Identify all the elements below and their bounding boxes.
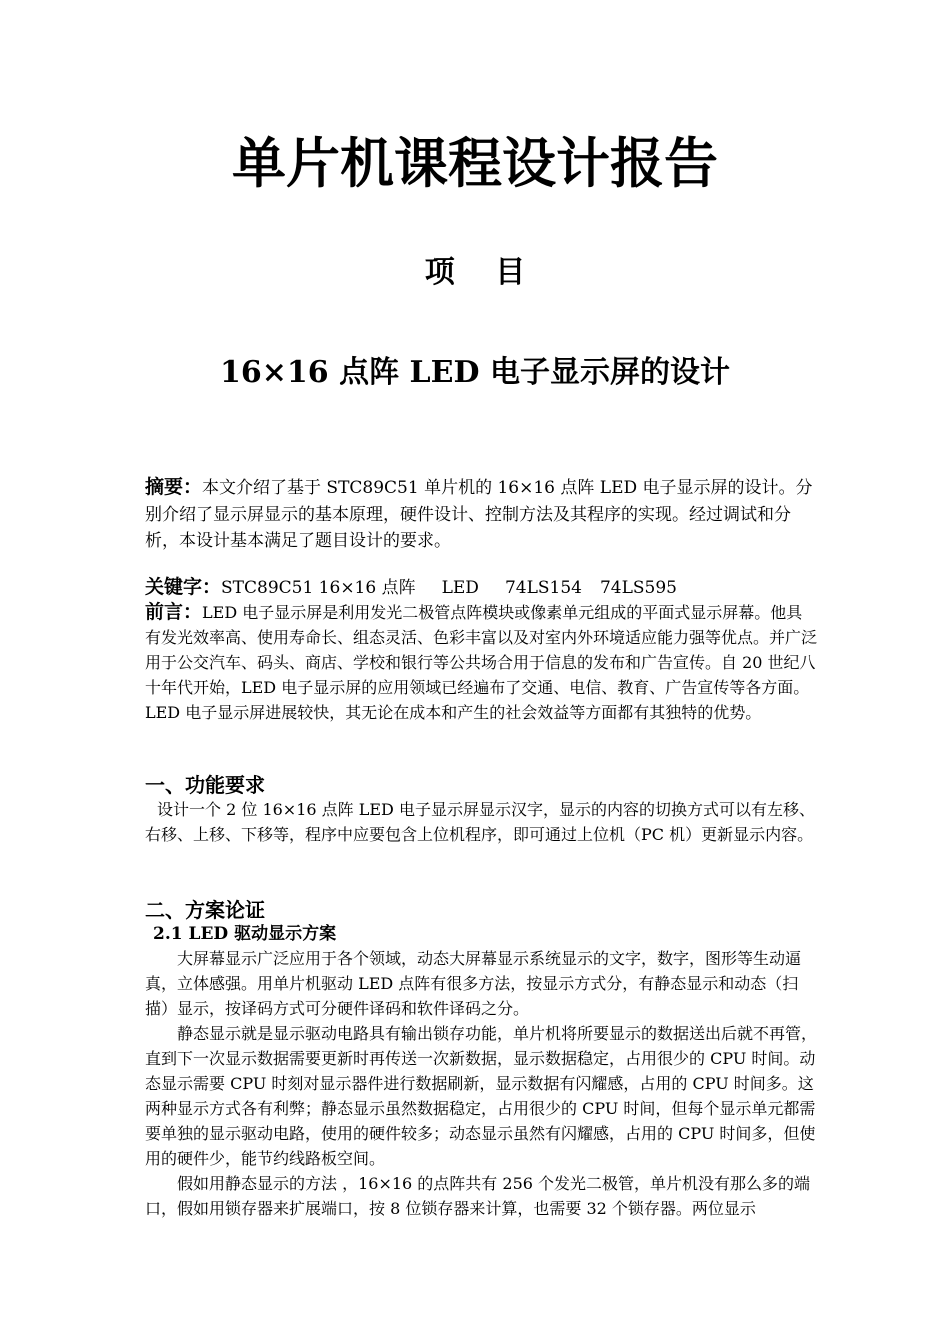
body-paragraph: 静态显示就是显示驱动电路具有输出锁存功能，单片机将所要显示的数据送出后就不再管，直到下一次显示数据需要更新时再传送一次新数据，显示数据稳定，占用很少的 CPU 时间。动态显示需要 CPU 时刻对显示器件进行数据刷新，显示数据有闪耀感，占用的 CPU 时间多。这两种显示方式各有利弊；静态显示虽然数据稳定，占用很少的 CPU 时间，但每个显示单元都需要单独的显示驱动电路，使用的硬件较多；动态显示虽然有闪耀感，占用的 CPU 时间多，但使用的硬件少，能节约线路板空间。 bbox=[145, 1024, 818, 1168]
section-heading-requirements: 一、功能要求 bbox=[145, 773, 265, 797]
preface-paragraph bbox=[145, 600, 817, 725]
requirements-paragraph: 设计一个 2 位 16×16 点阵 LED 电子显示屏显示汉字，显示的内容的切换方式可以有左移、右移、上移、下移等，程序中应要包含上位机程序，即可通过上位机（PC 机）更新显示内容。 bbox=[145, 800, 815, 844]
project-label: 项 目 bbox=[424, 255, 526, 290]
keyword-item: LED bbox=[441, 578, 479, 598]
keyword-item: 74LS154 bbox=[504, 578, 582, 598]
keyword-item: 74LS595 bbox=[599, 578, 677, 598]
abstract-paragraph bbox=[145, 474, 817, 555]
subsection-heading-led-driver: 2.1 LED 驱动显示方案 bbox=[153, 924, 337, 944]
abstract-text: 本文介绍了基于 STC89C51 单片机的 16×16 点阵 LED 电子显示屏的设计。分别介绍了显示屏显示的基本原理，硬件设计、控制方法及其程序的实现。经过调试和分析，本设计基本满足了题目设计的要求。 bbox=[145, 478, 813, 551]
section-body bbox=[145, 946, 817, 1221]
keyword-item: STC89C51 16×16 点阵 bbox=[221, 578, 416, 598]
body-paragraph: 大屏幕显示广泛应用于各个领域，动态大屏幕显示系统显示的文字，数字，图形等生动逼真，立体感强。用单片机驱动 LED 点阵有很多方法，按显示方式分，有静态显示和动态（扫描）显示，按译码方式可分硬件译码和软件译码之分。 bbox=[145, 949, 802, 1018]
report-title: 单片机课程设计报告 bbox=[232, 131, 718, 195]
body-paragraph: 假如用静态显示的方法 ，16×16 的点阵共有 256 个发光二极管，单片机没有那么多的端口，假如用锁存器来扩展端口，按 8 位锁存器来计算，也需要 32 个锁存器。两位显示 bbox=[145, 1174, 811, 1218]
preface-label: 前言： bbox=[145, 601, 203, 623]
project-name: 16×16 点阵 LED 电子显示屏的设计 bbox=[220, 355, 730, 390]
abstract-label: 摘要： bbox=[145, 476, 203, 498]
section-heading-scheme: 二、方案论证 bbox=[145, 898, 265, 922]
keywords-label: 关键字： bbox=[145, 576, 222, 598]
preface-text: LED 电子显示屏是利用发光二极管点阵模块或像素单元组成的平面式显示屏幕。他具有发光效率高、使用寿命长、组态灵活、色彩丰富以及对室内外环境适应能力强等优点。并广泛用于公交汽车、码头、商店、学校和银行等公共场合用于信息的发布和广告宣传。自 20 世纪八十年代开始，LED 电子显示屏的应用领域已经遍布了交通、电信、教育、广告宣传等各方面。LED 电子显示屏进展较快，其无论在成本和产生的社会效益等方面都有其独特的优势。 bbox=[145, 603, 818, 722]
keywords-line bbox=[145, 574, 817, 601]
